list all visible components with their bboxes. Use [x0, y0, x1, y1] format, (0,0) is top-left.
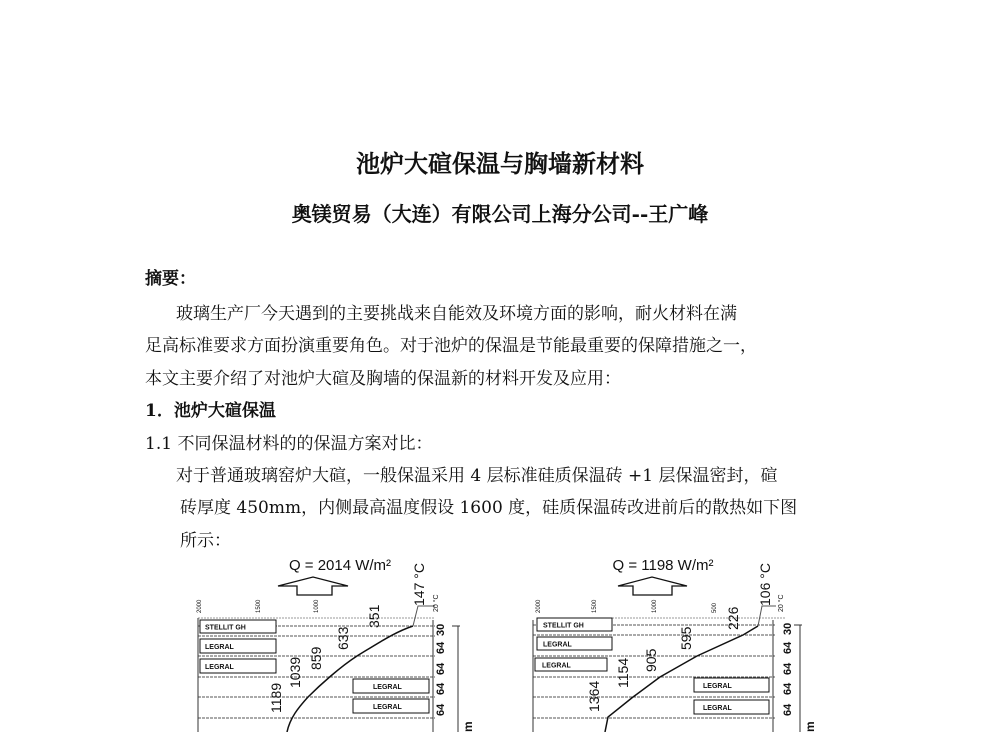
interface-temp: 1039 [287, 656, 303, 688]
layer-thickness: 64 [435, 662, 447, 675]
layer-label: LEGRAL [543, 641, 572, 649]
layer-label: STELLIT GH [205, 624, 246, 632]
interface-temp: 1189 [268, 682, 284, 713]
layer-label: LEGRAL [373, 704, 402, 711]
layer-thickness: 64 [782, 682, 794, 695]
ambient-temp-label: 20 °C [778, 594, 785, 612]
layer-label: LEGRAL [703, 683, 732, 690]
layer-thickness: 64 [782, 641, 794, 654]
layer-label: STELLIT GH [543, 622, 584, 630]
heat-flux-label: Q = 2014 W/m² [288, 557, 392, 574]
heat-flow-arrow-icon [278, 577, 348, 595]
document-title: 池炉大碹保温与胸墙新材料 [356, 149, 644, 178]
body-line: 对于普通玻璃窑炉大碹，一般保温采用 4 层标准硅质保温砖 +1 层保温密封，碹 [176, 466, 778, 486]
outer-temp-label: 147 °C [411, 563, 427, 606]
layer-thickness: 64 [782, 703, 794, 716]
section-heading: 1．池炉大碹保温 [145, 401, 276, 421]
layer-thickness: 64 [782, 662, 794, 675]
layer-thickness: 64 [435, 682, 447, 695]
scale-tick: 2000 [536, 599, 542, 613]
interface-temp: 859 [308, 646, 324, 670]
interface-temp: 1154 [615, 657, 631, 688]
layer-thickness: 64 [435, 703, 447, 716]
abstract-heading: 摘要： [145, 269, 196, 289]
scale-tick: 1500 [256, 599, 262, 613]
layer-label: LEGRAL [205, 644, 234, 651]
outer-temp-label: 106 °C [757, 563, 773, 606]
body-line: 所示： [180, 531, 231, 551]
document-subtitle: 奥镁贸易（大连）有限公司上海分公司--王广峰 [291, 202, 709, 226]
interface-temp: 351 [366, 604, 382, 628]
layer-label: LEGRAL [205, 664, 234, 671]
interface-temp: 1364 [586, 680, 602, 712]
interface-temp: 633 [335, 626, 351, 650]
scale-tick: 1500 [592, 599, 598, 613]
interface-temp: 595 [678, 626, 694, 650]
layer-label: LEGRAL [373, 684, 402, 691]
interface-temp: 226 [725, 606, 741, 630]
insulation-diagram-before [190, 550, 480, 732]
body-line: 砖厚度 450mm，内侧最高温度假设 1600 度，硅质保温砖改进前后的散热如下图 [180, 498, 798, 518]
unit-label: m [803, 721, 817, 732]
heat-flow-arrow-icon [618, 577, 687, 595]
subsection-heading: 1.1 不同保温材料的的保温方案对比： [145, 434, 433, 454]
layer-thickness: 30 [435, 623, 447, 636]
scale-tick: 500 [712, 602, 718, 613]
abstract-line: 本文主要介绍了对池炉大碹及胸墙的保温新的材料开发及应用： [145, 369, 621, 389]
scale-tick: 1000 [652, 599, 658, 613]
layer-thickness: 64 [435, 641, 447, 654]
scale-tick: 2000 [197, 599, 203, 613]
ambient-temp-label: 20 °C [433, 594, 440, 612]
abstract-line: 足高标准要求方面扮演重要角色。对于池炉的保温是节能最重要的保障措施之一， [145, 336, 757, 356]
heat-flux-label: Q = 1198 W/m² [612, 557, 714, 574]
layer-thickness: 30 [782, 622, 794, 635]
abstract-line: 玻璃生产厂今天遇到的主要挑战来自能效及环境方面的影响，耐火材料在满 [176, 304, 737, 324]
layer-label: LEGRAL [703, 705, 732, 712]
unit-label: m [461, 721, 475, 732]
scale-tick: 1000 [314, 599, 320, 613]
insulation-diagram-after [520, 550, 820, 732]
interface-temp: 905 [643, 648, 659, 672]
layer-label: LEGRAL [542, 662, 571, 670]
